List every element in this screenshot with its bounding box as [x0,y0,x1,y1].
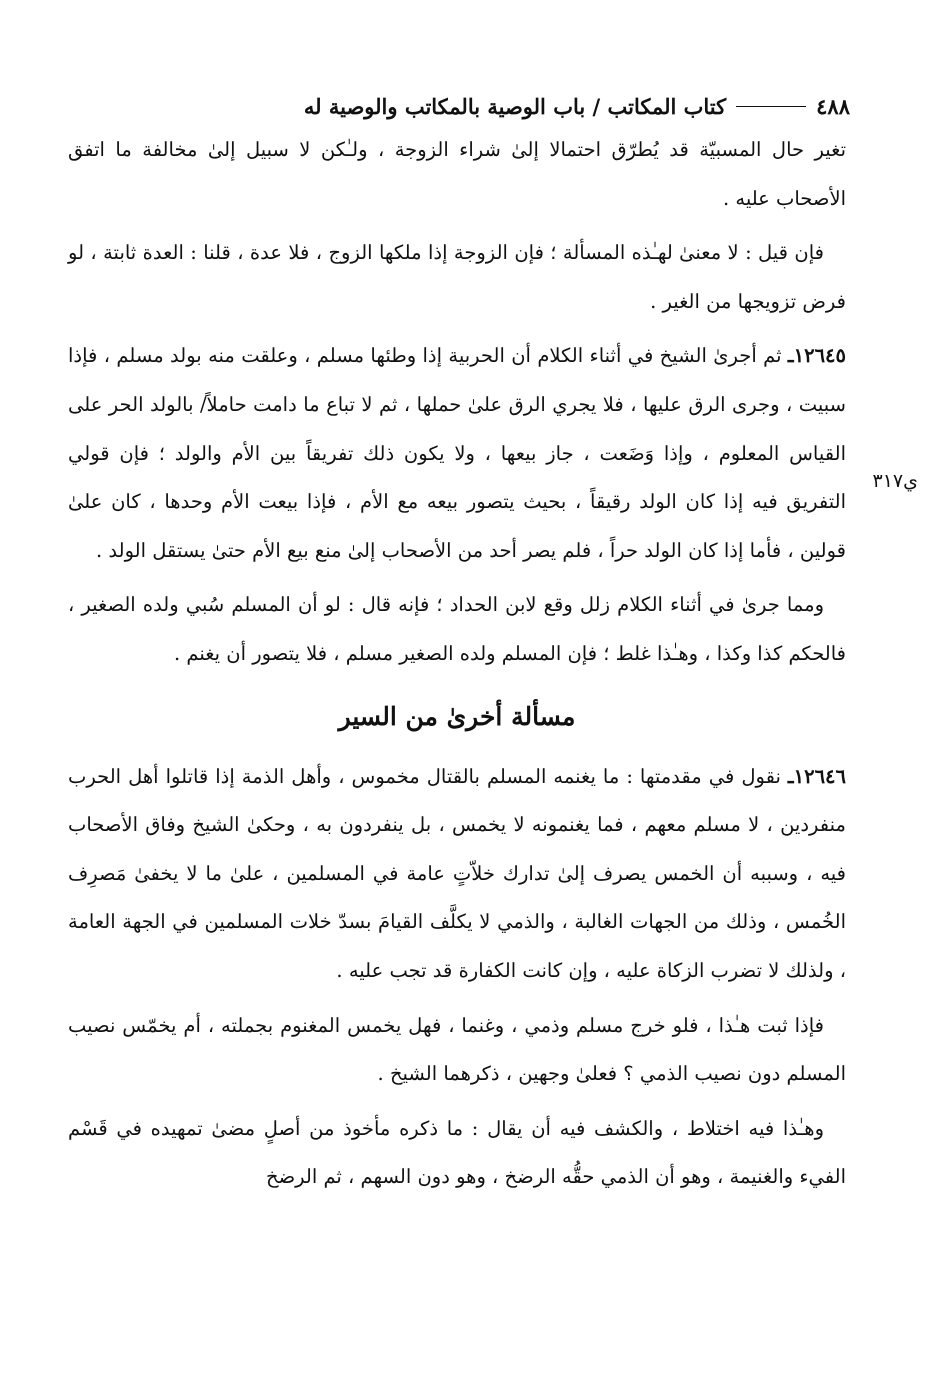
paragraph-text: نقول في مقدمتها : ما يغنمه المسلم بالقتال مخموس ، وأهل الذمة إذا قاتلوا أهل الحرب منفردين ، لا مسلم معهم ، فما يغنمونه لا يخمس ، بل ينفردون به ، وحكىٰ الشيخ وفاق الأصحاب فيه ، وسببه أن الخمس يصرف إلىٰ تدارك خلاّتٍ عامة في المسلمين ، علىٰ ما لا يخفىٰ مَصرِف الخُمس ، وذلك من الجهات الغالبة ، والذمي لا يكلَّف القيامَ بسدّ خلات المسلمين في الجهة العامة ، ولذلك لا تضرب الزكاة عليه ، وإن كانت الكفارة قد تجب عليه . [68,764,846,982]
page-number: ٤٨٨ [816,93,850,119]
paragraph-number: ١٢٦٤٦ـ [787,764,846,788]
paragraph-text: ثم أجرىٰ الشيخ في أثناء الكلام أن الحربية إذا وطئها مسلم ، وعلقت منه بولد مسلم ، فإذا سبيت ، وجرى الرق عليها ، فلا يجري الرق علىٰ حملها ، ثم لا تباع ما دامت حاملاً/ بالولد الحر على القياس المعلوم ، وإذا وَضَعت ، جاز بيعها ، ولا يكون ذلك تفريقاً بين الأم والولد ؛ فإن قولي التفريق فيه إذا كان الولد رقيقاً ، بحيث يتصور بيعه مع الأم ، فإذا بيعت الأم وحدها ، كان علىٰ قولين ، فأما إذا كان الولد حراً ، فلم يصر أحد من الأصحاب إلىٰ منع بيع الأم حتىٰ يستقل الولد . [68,344,846,562]
margin-page-reference: ي٣١٧ [872,470,918,492]
paragraph-text: وهـٰذا فيه اختلاط ، والكشف فيه أن يقال : ما ذكره مأخوذ من أصلٍ مضىٰ تمهيده في قَسْم الفيء والغنيمة ، وهو أن الذمي حقُّه الرضخ ، وهو دون السهم ، ثم الرضخ [68,1116,846,1189]
paragraph-text: ومما جرىٰ في أثناء الكلام زلل وقع لابن الحداد ؛ فإنه قال : لو أن المسلم سُبي ولده الصغير ، فالحكم كذا وكذا ، وهـٰذا غلط ؛ فإن المسلم ولده الصغير مسلم ، فلا يتصور أن يغنم . [68,593,846,665]
numbered-paragraph [68,332,846,575]
page-header [70,86,850,126]
running-title: كتاب المكاتب / باب الوصية بالمكاتب والوصية له [303,93,727,119]
paragraph [68,1105,846,1202]
header-rule [736,106,806,107]
numbered-paragraph [68,753,846,996]
paragraph-text: تغير حال المسبيّة قد يُطرّق احتمالا إلىٰ شراء الزوجة ، ولـٰكن لا سبيل إلىٰ مخالفة ما اتفق الأصحاب عليه . [68,138,846,210]
page-body [68,126,846,1202]
paragraph-text: فإذا ثبت هـٰذا ، فلو خرج مسلم وذمي ، وغنما ، فهل يخمس المغنوم بجملته ، أم يخمّس نصيب المسلم دون نصيب الذمي ؟ فعلىٰ وجهين ، ذكرهما الشيخ . [68,1013,846,1086]
section-title: مسألة أخرىٰ من السير [338,701,576,731]
paragraph-text: فإن قيل : لا معنىٰ لهـٰذه المسألة ؛ فإن الزوجة إذا ملكها الزوج ، فلا عدة ، قلنا : العدة ثابتة ، لو فرض تزويجها من الغير . [68,241,846,313]
paragraph-continuation [68,126,846,223]
paragraph [68,581,846,678]
paragraph-number: ١٢٦٤٥ـ [787,344,846,368]
paragraph [68,1002,846,1099]
paragraph [68,229,846,326]
